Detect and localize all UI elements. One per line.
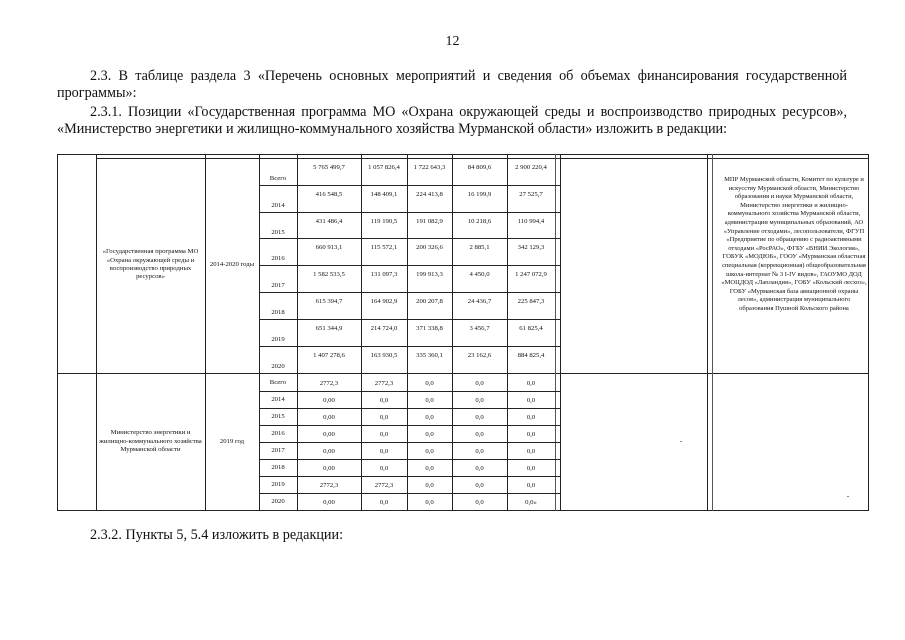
value-cell: 115 572,1 (370, 244, 398, 252)
value-cell: 0,00 (323, 431, 335, 438)
value-cell: 0,0 (425, 397, 434, 404)
value-cell: 0,0 (475, 448, 484, 455)
row-divider (259, 493, 560, 494)
value-cell: 335 360,1 (416, 351, 443, 359)
table-column-line (712, 154, 713, 511)
row-divider (259, 185, 560, 186)
row-year: 2018 (271, 309, 285, 316)
value-cell: 119 190,5 (370, 217, 398, 225)
value-cell: 2 885,1 (469, 244, 490, 252)
value-cell: 0,00 (323, 448, 335, 455)
value-cell: 164 902,9 (370, 298, 398, 305)
scan-speck (847, 496, 849, 497)
value-cell: 1 247 072,9 (515, 271, 547, 279)
value-cell: 23 162,6 (467, 351, 492, 359)
value-cell: 148 409,1 (370, 190, 398, 198)
value-cell: 0,0 (526, 448, 536, 455)
value-cell: 1 582 533,5 (313, 271, 345, 279)
value-cell: 0,0 (475, 499, 484, 506)
row-divider (259, 476, 560, 477)
scan-speck (680, 441, 682, 442)
paragraph-2-3-2-text: 2.3.2. Пункты 5, 5.4 изложить в редакции: (90, 527, 344, 543)
financing-table (57, 154, 869, 511)
table-column-line (205, 154, 206, 511)
value-cell: 224 413,8 (416, 190, 443, 198)
paragraph-2-3-1 (57, 104, 847, 138)
value-cell: 0,0 (379, 499, 389, 506)
table-column-line (96, 154, 97, 511)
value-cell: 0,0 (475, 397, 484, 404)
value-cell: 4 450,0 (469, 271, 490, 279)
value-cell: 1 407 278,6 (313, 351, 345, 359)
value-cell: 0,0 (379, 431, 389, 438)
program-name-cell (96, 158, 205, 372)
value-cell: 110 994,4 (517, 217, 545, 225)
value-cell: 3 456,7 (469, 324, 490, 332)
table-top-border (57, 154, 869, 155)
paragraph-2-3 (57, 68, 847, 102)
value-cell: 0,0 (475, 414, 484, 421)
value-cell: 0,0 (526, 465, 536, 472)
table-section-divider (57, 373, 869, 374)
value-cell: 214 724,0 (370, 324, 398, 332)
value-cell: 0,0 (425, 499, 434, 506)
ministry-period-cell (205, 374, 259, 510)
row-year: 2015 (271, 228, 285, 236)
value-cell: 0,0 (379, 465, 389, 472)
value-cell: 0,0 (379, 397, 389, 404)
table-column-line (555, 154, 556, 511)
value-cell: 200 207,8 (416, 298, 443, 305)
paragraph-2-3-text: 2.3. В таблице раздела 3 «Перечень основных мероприятий и сведения об объемах финансирования государственной программы»: (57, 68, 847, 101)
value-cell: 163 930,5 (370, 351, 398, 359)
value-cell: 1 722 643,3 (413, 164, 446, 171)
value-cell: 199 913,3 (416, 271, 443, 279)
value-cell: 0,0 (475, 482, 484, 489)
row-year: Всего (269, 379, 287, 386)
row-year: 2015 (271, 413, 285, 420)
value-cell: 84 809,6 (467, 164, 492, 171)
value-cell: 1 057 826,4 (368, 164, 400, 171)
row-divider (259, 265, 560, 266)
value-cell: 5 765 499,7 (313, 164, 345, 171)
value-cell: 371 338,8 (416, 324, 443, 332)
row-year: 2019 (271, 481, 285, 488)
value-cell: 0,0 (475, 465, 484, 472)
value-cell: 0,0 (379, 448, 389, 455)
value-cell: 660 913,1 (315, 244, 343, 252)
value-cell: 2 900 220,4 (515, 164, 547, 171)
value-cell: 16 199,9 (467, 190, 492, 198)
value-cell: 342 129,3 (517, 244, 545, 252)
value-cell: 615 394,7 (315, 298, 343, 305)
value-cell: 431 486,4 (315, 217, 343, 225)
value-cell: 0,0» (525, 499, 537, 506)
value-cell: 651 344,9 (315, 324, 343, 332)
value-cell: 191 082,9 (416, 217, 443, 225)
value-cell: 131 097,3 (370, 271, 398, 279)
value-cell: 0,0 (425, 482, 434, 489)
value-cell: 416 548,5 (315, 190, 343, 198)
row-divider (259, 346, 560, 347)
value-cell: 200 326,6 (416, 244, 443, 252)
value-cell: 0,00 (323, 499, 335, 506)
row-year: 2016 (271, 430, 285, 437)
row-year: 2014 (271, 396, 285, 403)
table-column-line (868, 154, 869, 511)
value-cell: 0,0 (379, 414, 389, 421)
value-cell: 61 825,4 (519, 324, 543, 332)
row-divider (259, 408, 560, 409)
value-cell: 0,0 (526, 380, 536, 387)
row-year: 2016 (271, 255, 285, 263)
row-year: 2014 (271, 201, 285, 209)
ministry-name-cell (96, 374, 205, 510)
table-column-line (57, 154, 58, 511)
value-cell: 0,0 (425, 448, 434, 455)
row-year: 2020 (271, 362, 285, 370)
table-inner-top-line (96, 158, 869, 159)
value-cell: 27 525,7 (519, 190, 543, 198)
row-divider (259, 425, 560, 426)
row-year: 2018 (271, 464, 285, 471)
row-divider (259, 319, 560, 320)
table-bottom-border (57, 510, 869, 511)
value-cell: 2772,3 (319, 380, 339, 387)
row-divider (259, 391, 560, 392)
value-cell: 0,0 (475, 380, 484, 387)
value-cell: 0,00 (323, 414, 335, 421)
value-cell: 24 436,7 (467, 298, 492, 305)
value-cell: 2772,3 (319, 482, 339, 489)
row-year: 2017 (271, 282, 285, 290)
row-year: Всего (269, 175, 287, 182)
paragraph-2-3-2 (57, 527, 847, 544)
table-column-line (707, 154, 708, 511)
value-cell: 884 825,4 (517, 351, 545, 359)
value-cell: 225 847,3 (517, 298, 545, 305)
program-period: 2014-2020 годы (209, 260, 255, 268)
value-cell: 0,0 (526, 397, 536, 404)
ministry-name: Министерство энергетики и жилищно-коммунального хозяйства Мурманской области (99, 429, 202, 454)
row-divider (259, 238, 560, 239)
page-number: 12 (445, 34, 460, 49)
paragraph-2-3-1-text: 2.3.1. Позиции «Государственная программа МО «Охрана окружающей среды и воспроизводство природных ресурсов», «Министерство энергетики и жилищно-коммунального хозяйства Мурманской области» изложить в редакции: (57, 104, 847, 137)
value-cell: 0,0 (526, 431, 536, 438)
row-divider (259, 212, 560, 213)
row-divider (259, 459, 560, 460)
value-cell: 0,0 (526, 482, 536, 489)
row-year: 2020 (271, 498, 285, 505)
value-cell: 0,0 (526, 414, 536, 421)
value-cell: 0,0 (425, 431, 434, 438)
value-cell: 2772,3 (374, 380, 394, 387)
executors-text: МПР Мурманской области, Комитет по культуре и искусству Мурманской области, Министерство образования и науки Мурманской области, Министерство энергетики и жилищно-коммунального хозяйства Мурманской области, администрации муниципальных образований, АО «Управление отходами», лесопользователи, ФГУП «Предприятие по обращению с радиоактивными отходами «РосРАО», ФГБУ «ВНИИ Экология», ГОБУК «МОДЮБ», ГООУ «Мурманская областная специальная (коррекционная) общеобразовательная школа-интернат № 3 I-IV видов», ГАОУМО ДОД «МОЦДОД «Лапландия», ГОБУ «Кольский лесхоз», ГОБУ «Мурманская база авиационной охраны лесов», администрация муниципального образования Пушной Кольского района (721, 176, 867, 312)
value-cell: 0,00 (323, 397, 335, 404)
program-period-cell (205, 158, 259, 372)
table-column-line (560, 154, 561, 511)
value-cell: 2772,3 (374, 482, 394, 489)
value-cell: 0,0 (425, 380, 434, 387)
row-year: 2019 (271, 335, 285, 343)
value-cell: 0,0 (425, 414, 434, 421)
value-cell: 0,00 (323, 465, 335, 472)
row-year: 2017 (271, 447, 285, 454)
value-cell: 0,0 (475, 431, 484, 438)
program-name: «Государственная программа МО «Охрана окружающей среды и воспроизводство природных ресурсов» (102, 248, 199, 281)
row-divider (259, 292, 560, 293)
value-cell: 0,0 (425, 465, 434, 472)
value-cell: 10 218,6 (467, 217, 492, 225)
ministry-period: 2019 год (219, 437, 245, 445)
row-divider (259, 442, 560, 443)
